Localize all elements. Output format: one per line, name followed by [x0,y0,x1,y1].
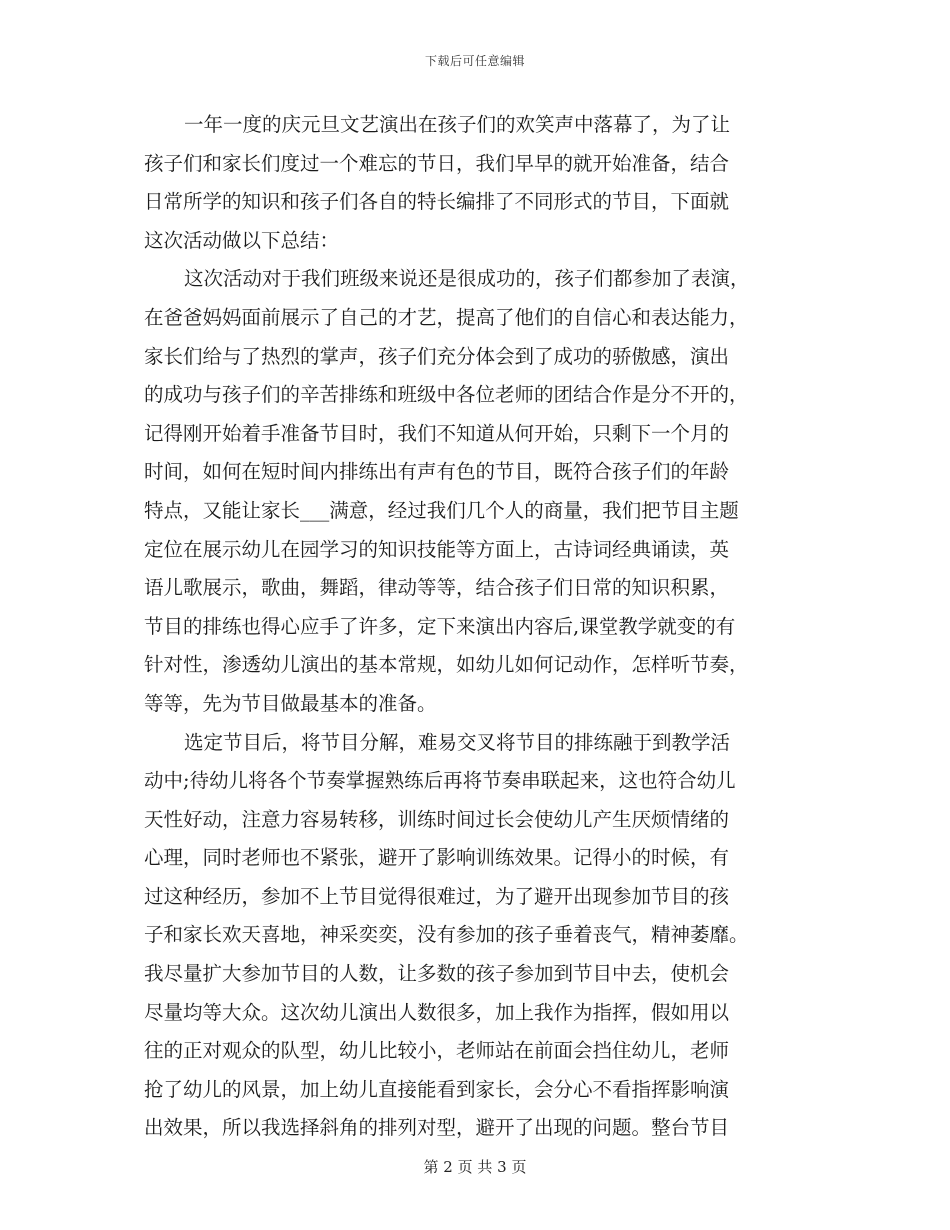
text-line: 抢了幼儿的风景，加上幼儿直接能看到家长，会分心不看指挥影响演 [144,1077,730,1101]
text-line: 记得刚开始着手准备节目时，我们不知道从何开始，只剩下一个月的 [144,421,730,445]
text-line: 时间，如何在短时间内排练出有声有色的节目，既符合孩子们的年龄 [144,460,730,484]
text-line: 等等，先为节目做最基本的准备。 [144,691,437,715]
text-line: 一年一度的庆元旦文艺演出在孩子们的欢笑声中落幕了，为了让 [184,113,731,136]
text-line: 动中;待幼儿将各个节奏掌握熟练后再将节奏串联起来，这也符合幼儿 [144,769,736,793]
text-line: 特点，又能让家长___满意，经过我们几个人的商量，我们把节目主题 [144,498,739,522]
text-line: 天性好动，注意力容易转移，训练时间过长会使幼儿产生厌烦情绪的 [144,807,730,831]
text-line: 语儿歌展示，歌曲，舞蹈，律动等等，结合孩子们日常的知识积累， [144,576,730,600]
paragraph-1 [144,106,806,260]
text-line: 往的正对观众的队型，幼儿比较小，老师站在前面会挡住幼儿，老师 [144,1039,730,1063]
text-line: 孩子们和家长们度过一个难忘的节日，我们早早的就开始准备，结合 [144,151,730,175]
text-line: 在爸爸妈妈面前展示了自己的才艺，提高了他们的自信心和表达能力， [144,305,749,329]
text-line: 这次活动对于我们班级来说还是很成功的，孩子们都参加了表演， [184,267,750,291]
text-line: 节目的排练也得心应手了许多，定下来演出内容后,课堂教学就变的有 [144,614,736,638]
text-line: 针对性，渗透幼儿演出的基本常规，如幼儿如何记动作，怎样听节奏， [144,653,749,677]
text-line: 定位在展示幼儿在园学习的知识技能等方面上，古诗词经典诵读，英 [144,537,730,561]
text-line: 出效果，所以我选择斜角的排列对型，避开了出现的问题。整台节目 [144,1116,730,1140]
document-body [144,106,806,1148]
text-line: 子和家长欢天喜地，神采奕奕，没有参加的孩子垂着丧气，精神萎靡。 [144,923,749,947]
text-line: 尽量均等大众。这次幼儿演出人数很多，加上我作为指挥，假如用以 [144,1000,730,1024]
paragraph-2 [144,260,806,723]
text-line: 过这种经历，参加不上节目觉得很难过，为了避开出现参加节目的孩 [144,884,730,908]
text-line: 心理，同时老师也不紧张，避开了影响训练效果。记得小的时候，有 [144,846,730,870]
text-line: 日常所学的知识和孩子们各自的特长编排了不同形式的节目，下面就 [144,190,730,214]
page-number: 第 2 页 共 3 页 [423,1158,527,1176]
text-line: 这次活动做以下总结： [144,228,340,252]
text-line: 我尽量扩大参加节目的人数，让多数的孩子参加到节目中去，使机会 [144,962,730,986]
text-line: 家长们给与了热烈的掌声，孩子们充分体会到了成功的骄傲感，演出 [144,344,730,368]
text-line: 选定节目后，将节目分解，难易交叉将节目的排练融于到教学活 [184,730,731,754]
text-line: 的成功与孩子们的辛苦排练和班级中各位老师的团结合作是分不开的， [144,383,749,407]
paragraph-3 [144,724,806,1149]
page-header: 下载后可任意编辑 [424,54,525,68]
